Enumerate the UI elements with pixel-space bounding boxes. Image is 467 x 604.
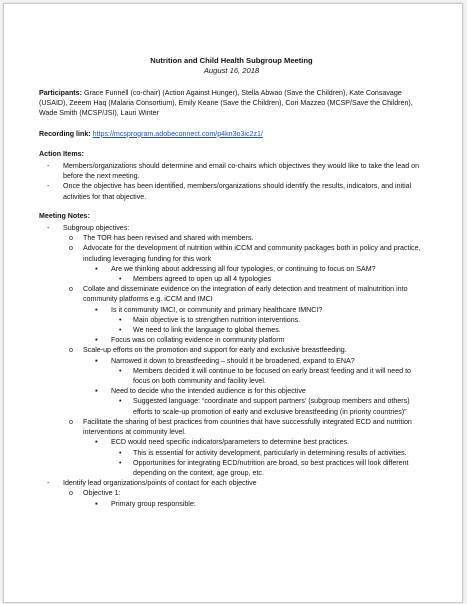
note-item: • Members decided it will continue to be focused on early breast feeding and it will need to focus on both community and facility level. bbox=[119, 366, 412, 386]
note-item: • This is essential for activity development, particularly in determining results of activities. bbox=[119, 448, 407, 457]
recording-label: Recording link: bbox=[39, 129, 91, 138]
meeting-date: August 16, 2018 bbox=[203, 66, 260, 75]
note-item: o Facilitate the sharing of best practices from countries that have successfully integrated ECD and nutrition interventions at community level. bbox=[69, 417, 412, 437]
note-item: ▪ ECD would need specific indicators/parameters to determine best practices. bbox=[95, 437, 350, 447]
note-item: o Objective 1: bbox=[69, 489, 121, 498]
note-item: o The TOR has been revised and shared with members. bbox=[69, 234, 254, 243]
note-item: ▪ Focus was on collating evidence in community platform bbox=[95, 335, 285, 345]
meeting-notes-heading: Meeting Notes: bbox=[39, 211, 90, 220]
action-items-list bbox=[39, 161, 424, 202]
action-items-heading: Action Items: bbox=[39, 149, 84, 158]
note-item: ▪ Primary group responsible: bbox=[95, 498, 196, 508]
document-content bbox=[39, 56, 424, 509]
note-item: • Members agreed to open up all 4 typologies bbox=[119, 275, 272, 284]
recording-link[interactable]: https://mcsprogram.adobeconnect.com/p4kn3o3ic2z1/ bbox=[92, 129, 263, 138]
note-item: o Advocate for the development of nutrition within iCCM and community packages both in policy and practice, including leveraging funding for this work bbox=[69, 244, 421, 263]
participants-paragraph bbox=[39, 88, 424, 119]
document-page bbox=[3, 3, 463, 603]
action-item: - Once the objective has been identified, members/organizations should identify the results, indicators, and initial activities for that objective. bbox=[47, 182, 412, 201]
note-item: ▪ Need to decide who the intended audience is for this objective bbox=[95, 386, 306, 396]
participants-list: Grace Funnell (co-chair) (Action Against Hunger), Stella Abwao (Save the Children), Kate Consavage (USAID), Zeeem Haq (Malaria Consortium), Emily Keane (Save the Children), Cori Mazzeo (MCSP/Save the Children), Wade Smith (MCSP/JSI), Lauri Winter bbox=[39, 89, 413, 118]
note-item: • We need to link the language to global themes. bbox=[119, 326, 281, 335]
note-item: - Identify lead organizations/points of contact for each objective bbox=[47, 479, 257, 488]
note-item: ▪ Is it community IMCI, or community and primary healthcare IMNCI? bbox=[95, 304, 323, 314]
note-item: ▪ Narrowed it down to breastfeeding – should it be broadened, expand to ENA? bbox=[95, 355, 355, 365]
action-item: - Members/organizations should determine and email co-chairs which objectives they would like to take the lead on before the next meeting. bbox=[47, 162, 420, 181]
recording-paragraph bbox=[39, 129, 424, 139]
meeting-notes-list bbox=[39, 223, 424, 509]
note-item: - Subgroup objectives: bbox=[47, 224, 130, 233]
note-item: o Scale-up efforts on the promotion and support for early and exclusive breastfeeding. bbox=[69, 346, 347, 355]
note-item: o Collate and disseminate evidence on the integration of early detection and treatment of malnutrition into community platforms e.g. iCCM and IMCI bbox=[69, 285, 408, 304]
document-title: Nutrition and Child Health Subgroup Meeting bbox=[150, 56, 313, 65]
note-item: • Main objective is to strengthen nutrition interventions. bbox=[119, 315, 301, 324]
note-item: ▪ Are we thinking about addressing all four typologies, or continuing to focus on SAM? bbox=[95, 263, 376, 273]
note-item: • Suggested language: “coordinate and support partners’ (subgroup members and others) efforts to scale-up promotion of early and exclusive breastfeeding (in priority countries)” bbox=[119, 397, 410, 416]
participants-label: Participants: bbox=[39, 89, 82, 97]
note-item: • Opportunities for integrating ECD/nutrition are broad, so best practices will look different depending on the context, age group, etc. bbox=[119, 458, 409, 477]
